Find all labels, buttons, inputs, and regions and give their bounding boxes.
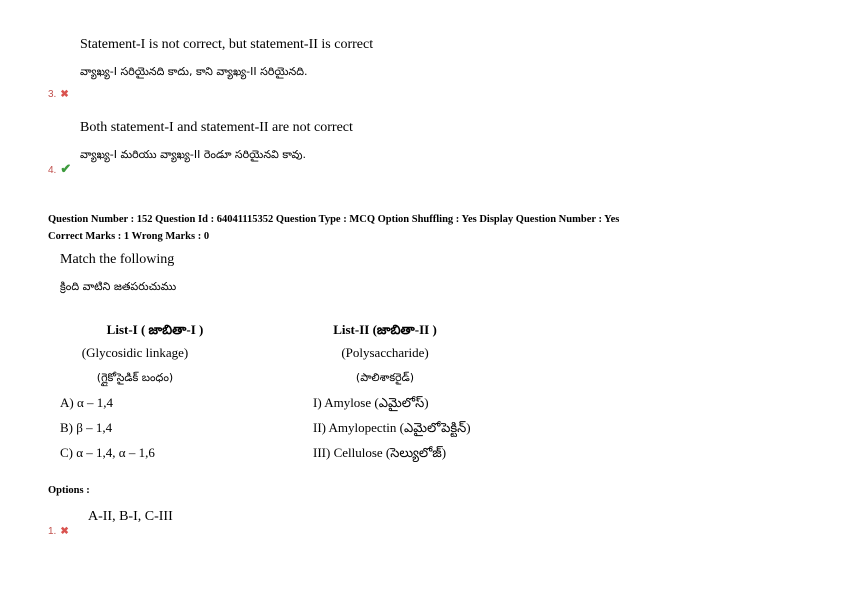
list2-subheader: (Polysaccharide) [341,345,429,360]
table-row-a-right: I) Amylose (ఎమైలోస్) [313,395,429,410]
table-row-c-left: C) α – 1,4, α – 1,6 [60,445,155,460]
option-1-text: A-II, B-I, C-III [88,509,173,524]
list2-header: List-II (జాబితా-II ) [333,322,437,337]
option-4-telugu: వ్యాఖ్య-I మరియు వ్యాఖ్య-II రెండూ సరియైనవి కావు. [80,148,307,161]
options-label: Options : [48,485,90,496]
option-3-number: 3. [48,89,57,100]
option-1-number: 1. [48,526,57,537]
option-4-marker [48,160,71,178]
option-3-text: Statement-I is not correct, but statement-II is correct [80,37,374,52]
question-meta-line2: Correct Marks : 1 Wrong Marks : 0 [48,231,210,242]
cross-icon: ✖ [60,526,69,537]
option-4-text: Both statement-I and statement-II are not correct [80,120,353,135]
checkmark-icon: ✔ [60,161,72,176]
option-4-number: 4. [48,165,57,176]
list1-subheader-telugu: (గ్లైకోసైడిక్ బంధం) [96,371,174,384]
option-1-marker [48,521,69,539]
table-row-b-left: B) β – 1,4 [60,420,113,435]
table-row-c-right: III) Cellulose (సెల్యులోజ్) [313,445,447,460]
list1-header: List-I ( జాబితా-I ) [106,322,204,337]
table-row-b-right: II) Amylopectin (ఎమైలోపెక్టిన్) [313,420,471,435]
option-3-telugu: వ్యాఖ్య-I సరియైనది కాదు, కాని వ్యాఖ్య-II సరియైనది. [80,65,308,78]
table-row-a-left: A) α – 1,4 [60,395,114,410]
list1-subheader: (Glycosidic linkage) [81,345,189,360]
option-3-marker [48,84,69,102]
cross-icon: ✖ [60,89,69,100]
question-text: Match the following [60,252,175,267]
question-text-telugu: క్రింది వాటిని జతపరుచుము [60,280,177,293]
question-meta-line1: Question Number : 152 Question Id : 64041115352 Question Type : MCQ Option Shuffling : Yes Display Question Number : Yes [48,214,620,225]
list2-subheader-telugu: (పాలిశాకరైడ్) [355,371,415,384]
